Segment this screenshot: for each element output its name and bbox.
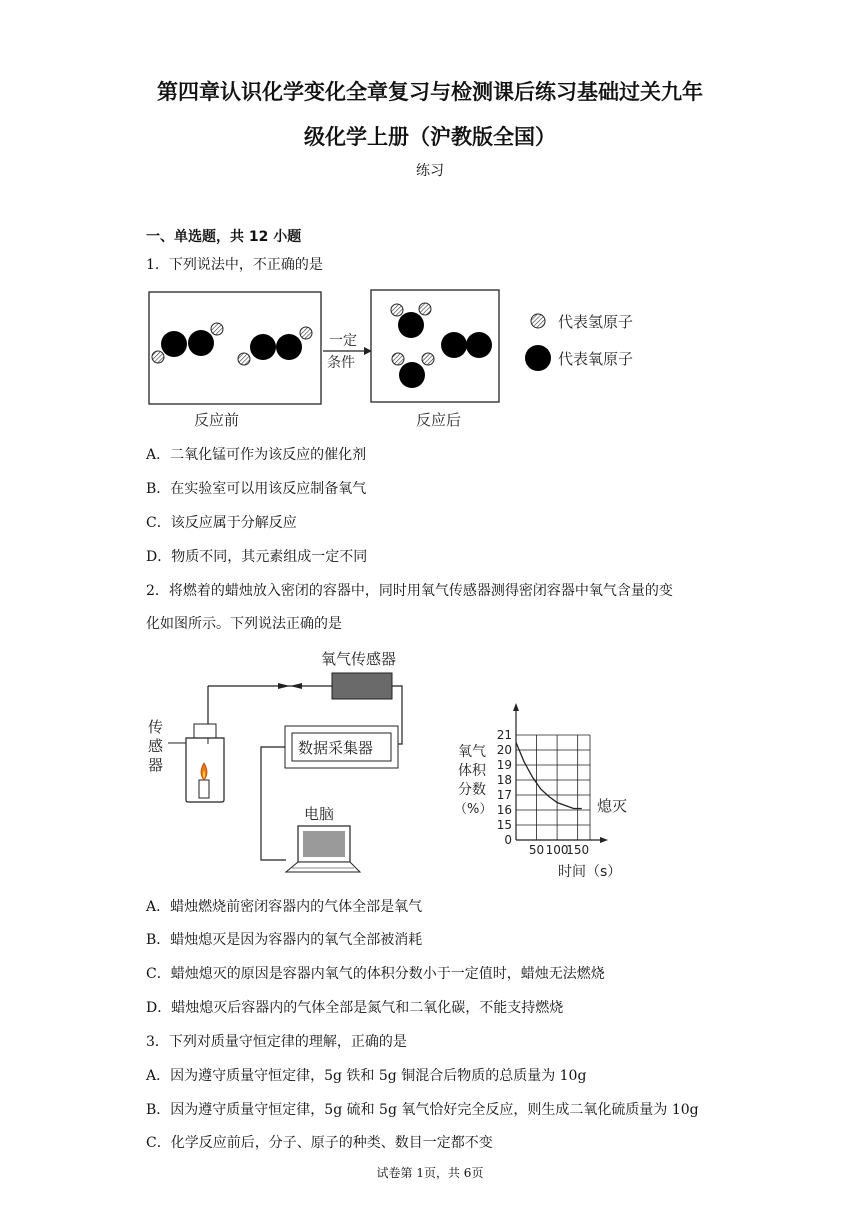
legend-oxygen-label: 代表氧原子 (558, 350, 634, 368)
reaction-diagram (146, 285, 646, 435)
section-heading: 一、单选题，共 12 小题 (146, 229, 302, 245)
y-tick-label: 20 (496, 743, 512, 757)
oxygen-chart (454, 703, 627, 880)
document-subtitle: 练习 (416, 163, 444, 179)
oxygen-sensor (332, 673, 392, 699)
after-label: 反应后 (416, 411, 462, 429)
x-tick-label: 50 (528, 843, 545, 857)
curve-label: 熄灭 (597, 797, 628, 815)
y-tick-label: 18 (496, 773, 512, 787)
probe-label-1: 传 (148, 718, 164, 736)
y-axis-label-1: 氧气 (458, 744, 486, 760)
question-2-stem-line1: 2．将燃着的蜡烛放入密闭的容器中，同时用氧气传感器测得密闭容器中氧气含量的变 (146, 583, 673, 599)
legend-hydrogen-symbol (531, 314, 545, 328)
probe-label-2: 感 (148, 737, 164, 755)
arrow-label-1: 一定 (329, 333, 357, 349)
y-axis-arrow (513, 703, 519, 711)
y-tick-label: 19 (496, 758, 512, 772)
question-2-option-d: D．蜡烛熄灭后容器内的气体全部是氮气和二氧化碳，不能支持燃烧 (146, 1000, 564, 1016)
y-axis-label-3: 分数 (458, 782, 486, 798)
y-tick-label: 15 (496, 818, 512, 832)
page-footer: 试卷第 1页，共 6页 (376, 1166, 484, 1180)
y-axis-label-2: 体积 (458, 763, 486, 779)
x-axis-arrow (600, 837, 608, 843)
y-axis-label-4: （%） (454, 802, 493, 817)
y-tick-label: 21 (496, 728, 512, 742)
question-1-option-b: B．在实验室可以用该反应制备氧气 (146, 481, 367, 497)
question-3-option-a: A．因为遵守质量守恒定律，5g 铁和 5g 铜混合后物质的总质量为 10g (146, 1068, 587, 1084)
question-3-option-c: C．化学反应前后，分子、原子的种类、数目一定都不变 (146, 1135, 493, 1151)
question-1-stem: 1．下列说法中，不正确的是 (146, 257, 323, 273)
x-tick-label: 150 (566, 843, 590, 857)
document-title-line2: 级化学上册（沪教版全国） (304, 125, 556, 149)
question-2-option-a: A．蜡烛燃烧前密闭容器内的气体全部是氧气 (146, 899, 423, 915)
collector-label: 数据采集器 (298, 739, 374, 757)
question-3-option-b: B．因为遵守质量守恒定律，5g 硫和 5g 氧气恰好完全反应，则生成二氧化硫质量为 10g (146, 1102, 699, 1118)
question-1-option-c: C．该反应属于分解反应 (146, 515, 297, 531)
question-1-option-d: D．物质不同，其元素组成一定不同 (146, 549, 368, 565)
x-axis-label: 时间（s） (558, 864, 622, 880)
laptop-icon (286, 826, 360, 872)
y-tick-label: 17 (496, 788, 512, 802)
before-label: 反应前 (194, 411, 240, 429)
oxygen-curve (516, 743, 582, 809)
sensor-label: 氧气传感器 (321, 650, 397, 668)
computer-label: 电脑 (304, 805, 335, 823)
question-3-stem: 3．下列对质量守恒定律的理解，正确的是 (146, 1034, 407, 1050)
probe-label-3: 器 (148, 756, 164, 774)
question-2-option-b: B．蜡烛熄灭是因为容器内的氧气全部被消耗 (146, 932, 423, 948)
x-tick-label: 100 (545, 843, 569, 857)
question-2-stem-line2: 化如图所示。下列说法正确的是 (146, 616, 342, 632)
document-title-line1: 第四章认识化学变化全章复习与检测课后练习基础过关九年 (157, 80, 703, 104)
question-2-option-c: C．蜡烛熄灭的原因是容器内氧气的体积分数小于一定值时，蜡烛无法燃烧 (146, 966, 605, 982)
arrow-label-2: 条件 (327, 355, 355, 371)
legend-hydrogen-label: 代表氢原子 (558, 313, 634, 331)
y-tick-label: 0 (504, 833, 512, 847)
apparatus-diagram (146, 640, 646, 885)
y-tick-label: 16 (496, 803, 512, 817)
question-1-option-a: A．二氧化锰可作为该反应的催化剂 (146, 447, 367, 463)
legend-oxygen-symbol (525, 345, 551, 371)
